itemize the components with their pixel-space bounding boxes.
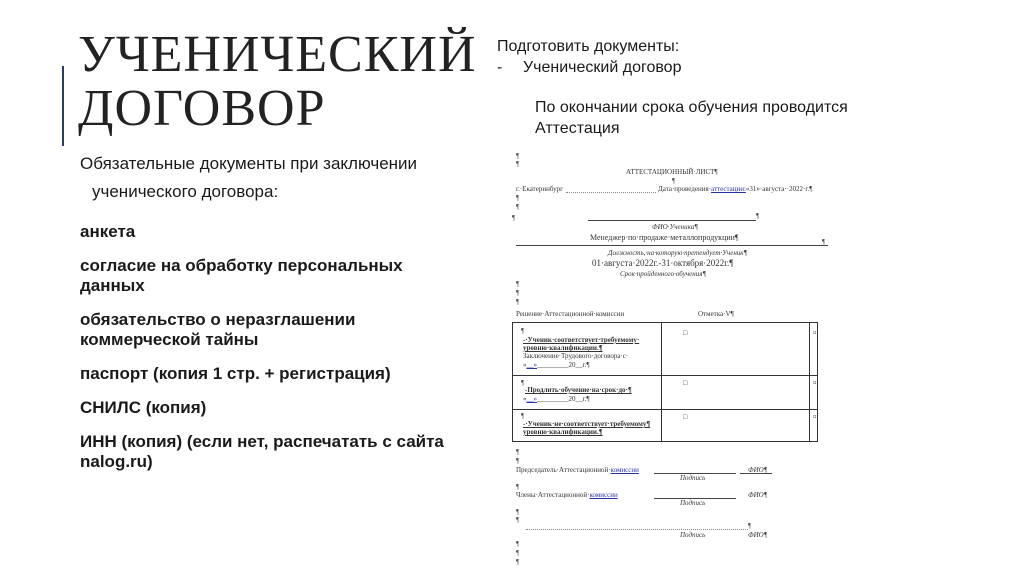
intro-text-continued: ученического договора: <box>92 182 279 201</box>
paragraph-mark: ¶ <box>672 177 676 185</box>
date-value: «31»·августа··2022·г.¶ <box>745 185 813 193</box>
prepare-documents-block <box>497 36 917 139</box>
option-fit-line-3: Заключение·Трудового·договора·с· <box>523 352 629 360</box>
option-unfit-line-2: уровню·квалификации.¶ <box>523 428 603 436</box>
paragraph-mark: ¶ <box>516 516 520 524</box>
checkbox-icon: □ <box>683 413 688 421</box>
paragraph-mark: ¶ <box>516 558 520 566</box>
paragraph-mark: ¶ <box>516 289 520 297</box>
sheet-position: Менеджер·по·продаже·металлопродукции¶ <box>590 233 739 242</box>
list-item: СНИЛС (копия) <box>80 398 207 417</box>
members-label: Члены·Аттестационной· <box>516 491 590 499</box>
members-link: комиссии <box>589 491 618 499</box>
signature-caption: Подпись <box>680 531 706 539</box>
paragraph-mark: ¶ <box>748 522 752 530</box>
dotted-leader <box>526 529 748 530</box>
list-item: согласие на обработку персональных данных <box>80 256 403 295</box>
prepare-list-item <box>497 57 917 78</box>
table-divider <box>661 323 662 441</box>
fio-caption: ФИО¶ <box>748 491 768 499</box>
sheet-header: АТТЕСТАЦИОННЫЙ·ЛИСТ¶ <box>626 168 718 176</box>
paragraph-mark: ¶ <box>516 280 520 288</box>
date-quote: « <box>523 395 527 403</box>
paragraph-mark: ¶ <box>516 448 520 456</box>
underline <box>588 220 756 221</box>
paragraph-mark: ¶ <box>521 412 525 420</box>
option-extend-line-1: -Продлить·обучение·на·срок·до·¶ <box>525 386 632 394</box>
paragraph-mark: ¶ <box>516 203 520 211</box>
list-item: ИНН (копия) (если нет, распечатать с сайта nalog.ru) <box>80 432 444 471</box>
attestation-sheet-image <box>508 152 826 570</box>
cell-end-mark: ¤ <box>813 379 817 387</box>
required-documents-block <box>80 154 460 472</box>
list-item: паспорт (копия 1 стр. + регистрация) <box>80 364 391 383</box>
position-caption: Должность,·на·которую·претендует·Ученик¶ <box>608 249 748 257</box>
option-fit-line-2: уровню·квалификации.¶ <box>523 344 603 352</box>
mark-label: Отметка·V¶ <box>698 310 734 318</box>
paragraph-mark: ¶ <box>516 549 520 557</box>
paragraph-mark: ¶ <box>516 298 520 306</box>
fio-caption: ФИО¶ <box>748 466 768 474</box>
paragraph-mark: ¶ <box>516 152 520 160</box>
decision-table <box>512 322 818 442</box>
checkbox-icon: □ <box>683 379 688 387</box>
underline <box>516 245 828 246</box>
date-link: __» <box>526 361 537 369</box>
paragraph-mark: ¶ <box>521 327 525 335</box>
paragraph-mark: ¶ <box>516 457 520 465</box>
paragraph-mark: ¶ <box>516 160 520 168</box>
prepare-heading: Подготовить документы: <box>497 38 680 55</box>
cell-end-mark: ¤ <box>813 329 817 337</box>
chair-label: Председатель·Аттестационной· <box>516 466 611 474</box>
paragraph-mark: ¶ <box>516 508 520 516</box>
paragraph-mark: ¶ <box>512 214 516 222</box>
paragraph-mark: ¶ <box>521 379 525 387</box>
paragraph-mark: ¶ <box>756 212 760 220</box>
checkbox-icon: □ <box>683 329 688 337</box>
option-extend-line-2 <box>523 395 590 403</box>
table-divider <box>513 375 817 376</box>
paragraph-mark: ¶ <box>516 540 520 548</box>
date-blank: _________20__г.¶ <box>537 361 590 369</box>
title-line-1: УЧЕНИЧЕСКИЙ <box>78 26 477 83</box>
members-signature-line <box>516 491 618 499</box>
option-unfit-line-1: -·Ученик·не·соответствует·требуемому¶ <box>523 420 651 428</box>
paragraph-mark: ¶ <box>516 483 520 491</box>
paragraph-mark: ¶ <box>516 194 520 202</box>
end-training-text: По окончании срока обучения проводится Аттестация <box>535 99 848 137</box>
list-item: обязательство о неразглашении коммерческой тайны <box>80 310 356 349</box>
dash-marker: - <box>497 59 503 76</box>
date-link: аттестации: <box>711 185 746 193</box>
period-caption: Срок·пройденного·обучения¶ <box>620 270 707 278</box>
date-quote: « <box>523 361 527 369</box>
title-accent-line <box>62 66 64 146</box>
date-link: __» <box>526 395 537 403</box>
required-documents-list <box>80 222 460 472</box>
sheet-period: 01·августа·2022г.-31·октября·2022г.¶ <box>592 258 734 268</box>
date-blank: _________20__г.¶ <box>537 395 590 403</box>
intro-text: Обязательные документы при заключении <box>80 154 418 173</box>
page-title <box>78 28 478 136</box>
dotted-leader <box>566 192 656 193</box>
table-divider <box>513 409 817 410</box>
list-item: анкета <box>80 222 136 241</box>
table-divider <box>809 323 810 441</box>
fio-caption: ФИО·Ученика¶ <box>652 223 698 231</box>
paragraph-mark: ¶ <box>822 238 826 246</box>
fio-caption: ФИО¶ <box>748 531 768 539</box>
signature-caption: Подпись <box>680 474 706 482</box>
option-fit-line-1: -·Ученик·соответствует·требуемому· <box>523 336 640 344</box>
signature-caption: Подпись <box>680 499 706 507</box>
prepare-item-text: Ученический договор <box>523 59 682 76</box>
decision-label: Решение·Аттестационной·комиссии <box>516 310 625 318</box>
chair-link: комиссии <box>610 466 639 474</box>
sheet-date <box>658 185 812 193</box>
cell-end-mark: ¤ <box>813 413 817 421</box>
title-line-2: ДОГОВОР <box>78 80 326 137</box>
date-label: Дата·проведения· <box>658 185 712 193</box>
chair-signature-line <box>516 466 639 474</box>
sheet-city: г.·Екатеринбург <box>516 185 563 193</box>
option-fit-line-4 <box>523 361 590 369</box>
